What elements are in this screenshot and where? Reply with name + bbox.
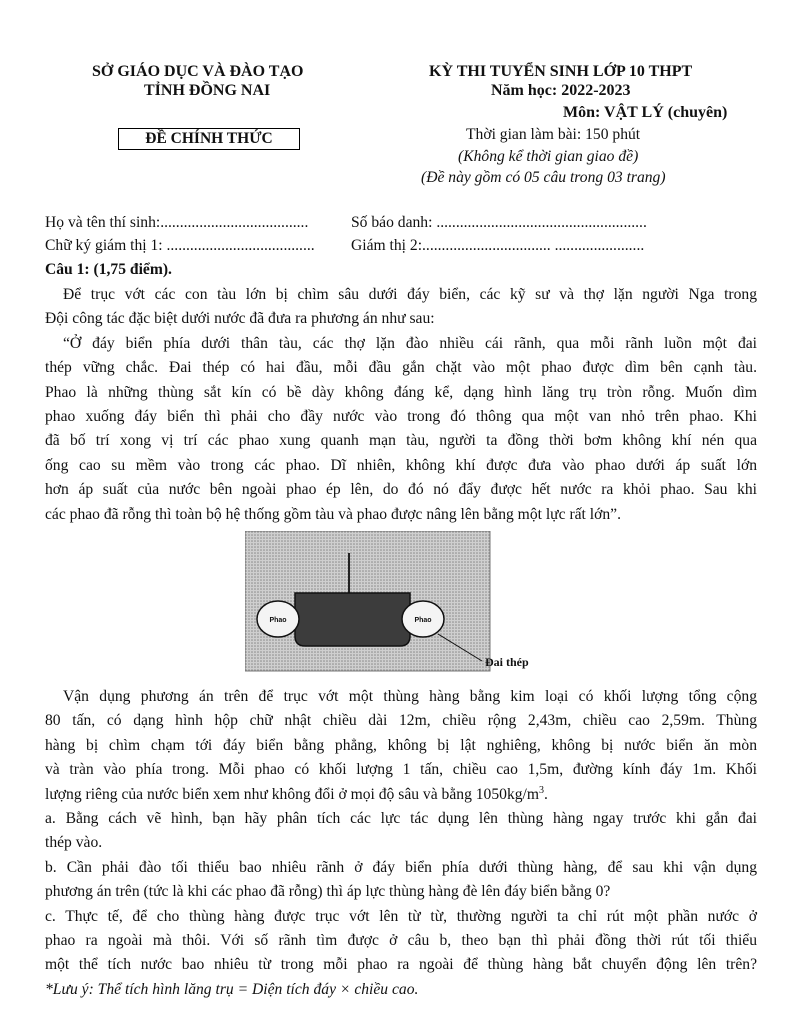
intro-line: Để trục vớt các con tàu lớn bị chìm sâu dưới đáy biển, các kỹ sư và thợ lặn người Nga trong — [63, 286, 757, 303]
problem-line: Vận dụng phương án trên để trục vớt một thùng hàng bằng kim loại có khối lượng tổng cộng — [63, 688, 757, 705]
province-name: TỈNH ĐỒNG NAI — [144, 82, 271, 99]
right-float-label: Phao — [414, 617, 432, 624]
intro-line: Phao là những thùng sắt kín có bề dày không đáng kể, dạng hình lăng trụ tròn rỗng. Muốn dìm — [45, 383, 757, 401]
part-c-line: một thể tích nước bao nhiêu từ trong mỗi phao ra ngoài để thùng hàng bắt chuyển động lên trên? — [45, 956, 757, 974]
problem-line — [45, 783, 757, 807]
exam-title: KỲ THI TUYỂN SINH LỚP 10 THPT — [429, 63, 693, 80]
intro-paragraph — [45, 283, 757, 527]
intro-line: “Ở đáy biển phía dưới thân tàu, các thợ lặn đào nhiều cái rãnh, qua mỗi rãnh luồn một đai — [63, 334, 757, 352]
question-title: Câu 1: (1,75 điểm). — [45, 261, 172, 278]
intro-line: phao xuống đáy biển thì phải cho đầy nước vào trong đó thông qua một van nhỏ trên phao. Khi — [45, 408, 757, 426]
exam-duration: Thời gian làm bài: 150 phút — [466, 126, 641, 143]
density-text: lượng riêng của nước biển xem như không đổi ở mọi độ sâu và bằng 1050kg/m — [45, 785, 540, 803]
school-year: Năm học: 2022-2023 — [491, 82, 631, 99]
part-a-line: thép vào. — [45, 834, 103, 852]
candidate-id-field: Số báo danh: ...................................................... — [351, 214, 647, 231]
official-exam-box — [118, 128, 300, 150]
problem-line: và tràn vào phía trong. Mỗi phao có khối lượng 1 tấn, chiều cao 1,5m, đường kính đáy 1m. Khối — [45, 761, 757, 779]
page-count-note: (Đề này gồm có 05 câu trong 03 trang) — [421, 169, 666, 186]
part-a-line: a. Bằng cách vẽ hình, bạn hãy phân tích các lực tác dụng lên thùng hàng ngay trước khi gắn đai — [45, 810, 757, 828]
department-name: SỞ GIÁO DỤC VÀ ĐÀO TẠO — [92, 63, 304, 80]
intro-line: đã bố trí xong vị trí các phao xung quanh mạn tàu, người ta đồng thời bơm không khí nén qua — [45, 432, 757, 450]
sunken-ship — [295, 593, 410, 646]
part-b-line: b. Cần phải đào tối thiểu bao nhiêu rãnh ở đáy biển phía dưới thùng hàng, để sau khi vận dụng — [45, 858, 757, 876]
volume-note: *Lưu ý: Thể tích hình lăng trụ = Diện tích đáy × chiều cao. — [45, 980, 419, 998]
proctor1-signature-field: Chữ ký giám thị 1: ...................................... — [45, 237, 315, 254]
part-c-line: phao ra ngoài mà thôi. Với số rãnh tìm được ở câu b, theo bạn thì phải đồng thời rút tối thiểu — [45, 932, 757, 950]
problem-line: 80 tấn, có dạng hình hộp chữ nhật chiều dài 12m, chiều rộng 2,43m, chiều cao 2,59m. Thùng — [45, 712, 757, 730]
problem-line: hàng bị chìm chạm tới đáy biển bằng phẳng, không bị lật nghiêng, không bị nước biển ăn mòn — [45, 736, 757, 754]
density-exponent: 3 — [539, 784, 545, 796]
candidate-name-field: Họ và tên thí sinh:...................................... — [45, 214, 309, 231]
subject: Môn: VẬT LÝ (chuyên) — [563, 104, 728, 121]
part-b-line: phương án trên (tức là khi các phao đã rỗng) thì áp lực thùng hàng đè lên đáy biển bằng 0? — [45, 883, 611, 901]
intro-line: các phao đã rỗng thì toàn bộ hệ thống gồm tàu và phao được nâng lên bằng một lực rất lớn”. — [45, 505, 621, 523]
intro-line: Đội công tác đặc biệt dưới nước đã đưa ra phương án như sau: — [45, 310, 435, 328]
salvage-figure — [245, 531, 567, 676]
belt-label: Đai thép — [485, 655, 529, 669]
intro-line: ống cao su mềm vào trong các phao. Dĩ nhiên, không khí được đưa vào phao dưới áp suất lớn — [45, 456, 757, 474]
official-exam-label: ĐỀ CHÍNH THỨC — [145, 130, 273, 147]
salvage-diagram — [245, 531, 567, 676]
proctor2-signature-field: Giám thị 2:................................. ....................... — [351, 237, 645, 254]
left-float-label: Phao — [269, 617, 287, 624]
part-c-line: c. Thực tế, để cho thùng hàng được trục vớt lên từ từ, thường người ta chỉ rút một phần nước ở — [45, 907, 757, 925]
intro-line: thép vững chắc. Đai thép có hai đầu, mỗi đầu gắn chặt vào một phao được dìm bên cạnh tàu. — [45, 359, 757, 377]
density-tail: . — [544, 785, 548, 803]
intro-line: hơn áp suất của nước bên ngoài phao ép lên, do đó nó đẩy được hết nước ra khỏi phao. Sau khi — [45, 481, 757, 499]
time-note: (Không kể thời gian giao đề) — [458, 148, 639, 165]
problem-paragraph — [45, 685, 757, 1002]
